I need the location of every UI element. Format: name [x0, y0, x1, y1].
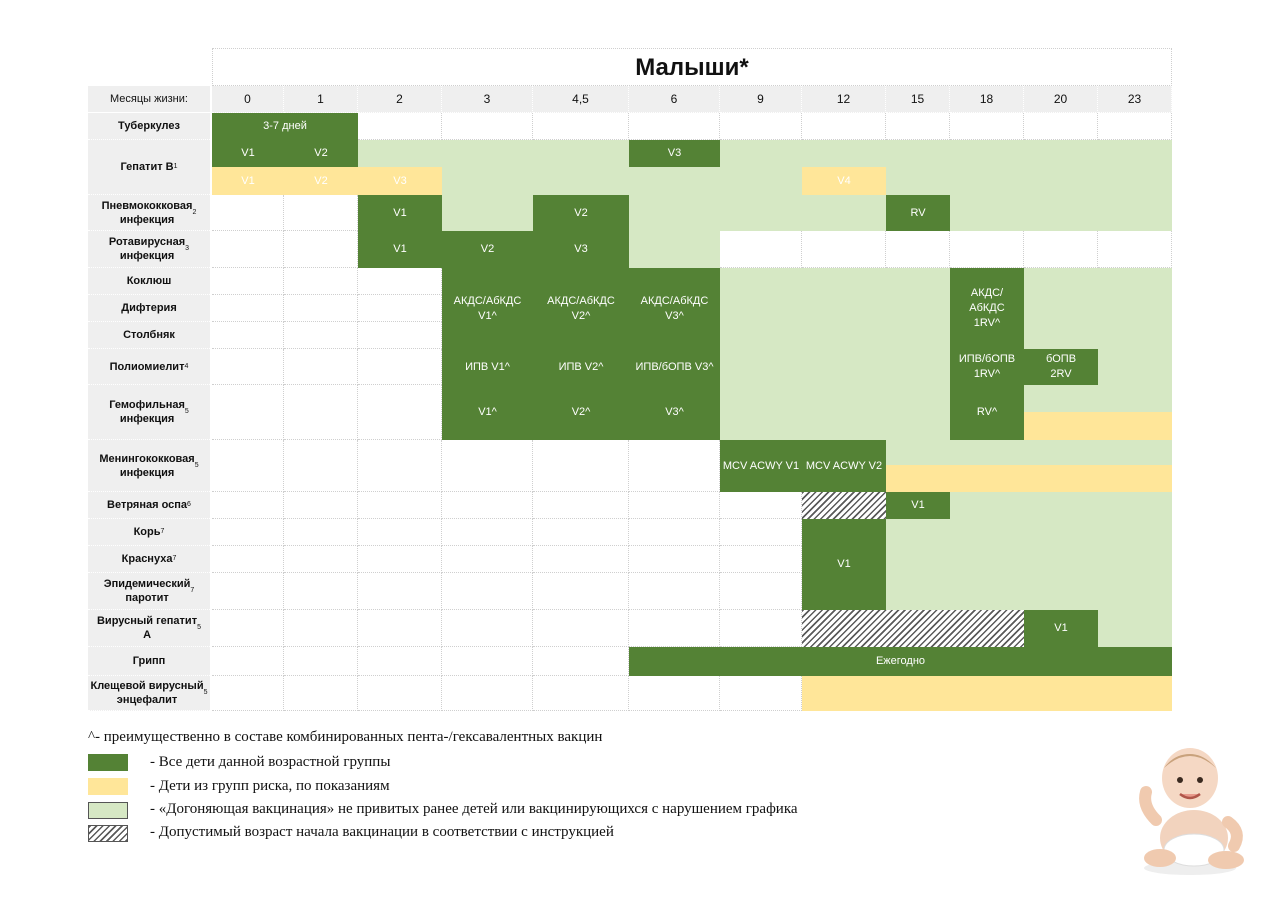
row-label-text: Дифтерия	[121, 302, 177, 314]
grid-cell	[212, 573, 284, 610]
grid-cell	[533, 546, 629, 573]
grid-cell	[442, 519, 533, 546]
grid-cell	[533, 676, 629, 711]
row-label	[88, 676, 210, 711]
vaccination-all-children: V1	[358, 231, 442, 268]
grid-cell	[533, 610, 629, 647]
catch-up-vaccination	[1024, 385, 1172, 412]
grid-cell	[629, 113, 720, 140]
table-title: Малыши*	[635, 54, 749, 81]
vaccination-all-children: V2	[533, 195, 629, 231]
month-header: 9	[720, 86, 802, 113]
month-header: 18	[950, 86, 1024, 113]
grid-cell	[212, 492, 284, 519]
grid-cell	[533, 113, 629, 140]
vaccination-all-children: ИПВ V1^	[442, 349, 533, 385]
grid-cell	[212, 322, 284, 349]
month-header: 3	[442, 86, 533, 113]
vaccination-risk-group	[1024, 412, 1172, 440]
row-label-text: Ветряная оспа	[107, 499, 188, 511]
vaccination-all-children: АКДС/АбКДС V3^	[629, 268, 720, 349]
grid-cell	[284, 385, 358, 440]
grid-cell	[284, 440, 358, 492]
grid-cell	[1024, 231, 1098, 268]
grid-cell	[533, 492, 629, 519]
vaccination-risk-group	[802, 676, 1172, 711]
legend-swatch-all-children	[88, 754, 128, 771]
grid-cell	[284, 195, 358, 231]
grid-cell	[442, 440, 533, 492]
catch-up-vaccination	[886, 167, 1172, 195]
grid-cell	[950, 113, 1024, 140]
grid-cell	[284, 676, 358, 711]
row-label	[88, 440, 210, 492]
row-label-text: Корь	[133, 526, 161, 538]
footnote-marker: 7	[190, 587, 195, 594]
grid-cell	[212, 647, 284, 676]
footnote-marker: 3	[185, 245, 190, 252]
grid-cell	[212, 268, 284, 295]
row-label-text: Гепатит В	[120, 161, 174, 173]
row-label-text: Грипп	[132, 655, 166, 667]
vaccination-all-children: V1^	[442, 385, 533, 440]
row-label	[88, 519, 210, 546]
grid-cell	[629, 676, 720, 711]
row-label	[88, 322, 210, 349]
grid-cell	[720, 519, 802, 546]
grid-cell	[212, 385, 284, 440]
row-label	[88, 349, 210, 385]
row-label-text: Туберкулез	[118, 120, 180, 132]
grid-cell	[284, 647, 358, 676]
row-label-text: Пневмококковая инфекция	[101, 199, 193, 226]
grid-cell	[284, 295, 358, 322]
legend-text-catch-up: - «Догоняющая вакцинация» не привитых ранее детей или вакцинирующихся с нарушением графика	[150, 801, 798, 817]
catch-up-vaccination	[1024, 268, 1172, 349]
grid-cell	[358, 519, 442, 546]
footnote-marker: 1	[173, 163, 178, 170]
grid-cell	[358, 610, 442, 647]
month-header: 1	[284, 86, 358, 113]
vaccination-all-children: RV	[886, 195, 950, 231]
footnote-marker: 6	[187, 501, 191, 508]
vaccination-all-children: бОПВ 2RV	[1024, 349, 1098, 385]
footnote-marker: 5	[197, 624, 201, 631]
grid-cell	[802, 231, 886, 268]
catch-up-vaccination	[720, 385, 950, 440]
vaccination-all-children: 3-7 дней	[212, 113, 358, 140]
grid-cell	[802, 113, 886, 140]
vaccination-all-children: АКДС/АбКДС V2^	[533, 268, 629, 349]
row-label	[88, 573, 210, 610]
grid-cell	[284, 492, 358, 519]
grid-cell	[358, 268, 442, 295]
vaccination-all-children: Ежегодно	[629, 647, 1172, 676]
footnote-marker: 7	[160, 528, 165, 535]
grid-cell	[284, 519, 358, 546]
month-header: 23	[1098, 86, 1172, 113]
footnote-marker: 4	[184, 362, 189, 370]
month-header: 15	[886, 86, 950, 113]
grid-cell	[629, 492, 720, 519]
row-label-text: Клещевой вирусный энцефалит	[90, 680, 204, 706]
grid-cell	[720, 231, 802, 268]
grid-cell	[533, 573, 629, 610]
grid-cell	[533, 440, 629, 492]
grid-cell	[212, 195, 284, 231]
vaccination-all-children: V2	[442, 231, 533, 268]
grid-cell	[886, 231, 950, 268]
legend-swatch-catch-up	[88, 802, 128, 819]
legend-swatch-risk-groups	[88, 778, 128, 795]
row-label-text: Столбняк	[123, 329, 175, 341]
grid-cell	[629, 546, 720, 573]
grid-cell	[442, 610, 533, 647]
row-label	[88, 610, 210, 647]
legend-swatch-allowed-age	[88, 825, 128, 842]
catch-up-vaccination	[1098, 349, 1172, 385]
grid-cell	[1098, 113, 1172, 140]
months-label: Месяцы жизни:	[88, 86, 210, 112]
grid-cell	[629, 573, 720, 610]
grid-cell	[358, 113, 442, 140]
month-header: 6	[629, 86, 720, 113]
grid-cell	[284, 546, 358, 573]
row-label-text: Краснуха	[121, 553, 173, 565]
vaccination-all-children: ИПВ/бОПВ V3^	[629, 349, 720, 385]
row-label	[88, 647, 210, 676]
vaccination-all-children: RV^	[950, 385, 1024, 440]
row-label	[88, 113, 210, 140]
vaccination-all-children: V2^	[533, 385, 629, 440]
grid-cell	[358, 385, 442, 440]
legend-text-allowed-age: - Допустимый возраст начала вакцинации в соответствии с инструкцией	[150, 824, 614, 840]
grid-cell	[284, 322, 358, 349]
grid-cell	[442, 573, 533, 610]
grid-cell	[358, 349, 442, 385]
row-label	[88, 546, 210, 573]
row-label	[88, 295, 210, 322]
grid-cell	[358, 440, 442, 492]
row-label-text: Вирусный гепатит А	[96, 615, 198, 641]
grid-cell	[442, 546, 533, 573]
grid-cell	[1024, 113, 1098, 140]
allowed-start-age	[802, 610, 1024, 647]
vaccination-all-children: V1	[1024, 610, 1098, 647]
grid-cell	[442, 113, 533, 140]
vaccination-all-children: V1	[886, 492, 950, 519]
grid-cell	[629, 519, 720, 546]
catch-up-vaccination	[720, 349, 950, 385]
grid-cell	[629, 610, 720, 647]
catch-up-vaccination	[629, 195, 886, 231]
grid-cell	[720, 492, 802, 519]
vaccination-all-children: V1	[802, 519, 886, 610]
row-label-text: Менингококковая инфекция	[99, 452, 195, 479]
row-label-text: Эпидемический паротит	[103, 578, 191, 604]
row-label-text: Коклюш	[126, 275, 172, 287]
catch-up-vaccination	[629, 231, 720, 268]
grid-cell	[358, 573, 442, 610]
vaccination-risk-group: V1	[212, 167, 284, 195]
footnote-marker: 5	[194, 461, 199, 469]
catch-up-vaccination	[886, 440, 1172, 465]
grid-cell	[358, 492, 442, 519]
vaccination-all-children: V1	[212, 140, 284, 167]
catch-up-vaccination	[358, 140, 629, 167]
vaccination-all-children: MCV ACWY V2	[802, 440, 886, 492]
catch-up-vaccination	[1098, 610, 1172, 647]
catch-up-vaccination	[886, 519, 1172, 610]
legend-text-risk-groups: - Дети из групп риска, по показаниям	[150, 778, 390, 794]
grid-cell	[284, 610, 358, 647]
vaccination-all-children: MCV ACWY V1	[720, 440, 802, 492]
row-label	[88, 492, 210, 519]
grid-cell	[284, 349, 358, 385]
vaccination-all-children: V3	[533, 231, 629, 268]
grid-cell	[284, 268, 358, 295]
vaccination-risk-group	[886, 465, 1172, 492]
vaccination-all-children: ИПВ/бОПВ 1RV^	[950, 349, 1024, 385]
vaccination-all-children: V1	[358, 195, 442, 231]
grid-cell	[720, 546, 802, 573]
grid-cell	[284, 573, 358, 610]
grid-cell	[950, 231, 1024, 268]
footnote-marker: 2	[192, 208, 197, 216]
footnote-marker: 5	[184, 408, 189, 415]
grid-cell	[629, 440, 720, 492]
grid-cell	[1098, 231, 1172, 268]
grid-cell	[212, 546, 284, 573]
grid-cell	[442, 647, 533, 676]
grid-cell	[358, 546, 442, 573]
grid-cell	[533, 519, 629, 546]
row-label-text: Ротавирусная инфекция	[108, 236, 186, 262]
vaccination-all-children: АКДС/АбКДС V1^	[442, 268, 533, 349]
month-header: 12	[802, 86, 886, 113]
grid-cell	[212, 676, 284, 711]
vaccination-risk-group: V4	[802, 167, 886, 195]
grid-cell	[358, 647, 442, 676]
grid-cell	[212, 231, 284, 268]
footnote-marker: 5	[203, 689, 208, 696]
grid-cell	[358, 676, 442, 711]
vaccination-risk-group: V3	[358, 167, 442, 195]
grid-cell	[212, 440, 284, 492]
grid-cell	[442, 492, 533, 519]
catch-up-vaccination	[950, 195, 1172, 231]
vaccination-all-children: V3^	[629, 385, 720, 440]
legend-note: ^- преимущественно в составе комбинированных пента-/гексавалентных вакцин	[88, 729, 603, 745]
month-header: 0	[212, 86, 284, 113]
grid-cell	[358, 295, 442, 322]
grid-cell	[720, 610, 802, 647]
grid-cell	[720, 676, 802, 711]
month-header: 20	[1024, 86, 1098, 113]
grid-cell	[284, 231, 358, 268]
grid-cell	[720, 573, 802, 610]
grid-cell	[533, 647, 629, 676]
vaccination-all-children: АКДС/ АбКДС 1RV^	[950, 268, 1024, 349]
row-label	[88, 140, 210, 195]
catch-up-vaccination	[720, 268, 950, 349]
row-label	[88, 385, 210, 440]
catch-up-vaccination	[720, 140, 1172, 167]
catch-up-vaccination	[442, 167, 802, 195]
row-label-text: Полиомиелит	[109, 360, 185, 373]
month-header: 4,5	[533, 86, 629, 113]
footnote-marker: 7	[172, 555, 177, 562]
row-label	[88, 268, 210, 295]
grid-cell	[212, 610, 284, 647]
grid-cell	[358, 322, 442, 349]
vaccination-all-children: V3	[629, 140, 720, 167]
grid-cell	[886, 113, 950, 140]
legend-text-all-children: - Все дети данной возрастной группы	[150, 754, 391, 770]
grid-cell	[212, 349, 284, 385]
catch-up-vaccination	[442, 195, 533, 231]
baby-illustration	[1130, 740, 1250, 880]
month-header: 2	[358, 86, 442, 113]
vaccination-risk-group: V2	[284, 167, 358, 195]
row-label	[88, 231, 210, 268]
grid-cell	[442, 676, 533, 711]
row-label-text: Гемофильная инфекция	[109, 399, 185, 425]
catch-up-vaccination	[950, 492, 1172, 519]
vaccination-all-children: V2	[284, 140, 358, 167]
vaccination-all-children: ИПВ V2^	[533, 349, 629, 385]
grid-cell	[212, 519, 284, 546]
row-label	[88, 195, 210, 231]
grid-cell	[720, 113, 802, 140]
allowed-start-age	[802, 492, 886, 519]
grid-cell	[212, 295, 284, 322]
